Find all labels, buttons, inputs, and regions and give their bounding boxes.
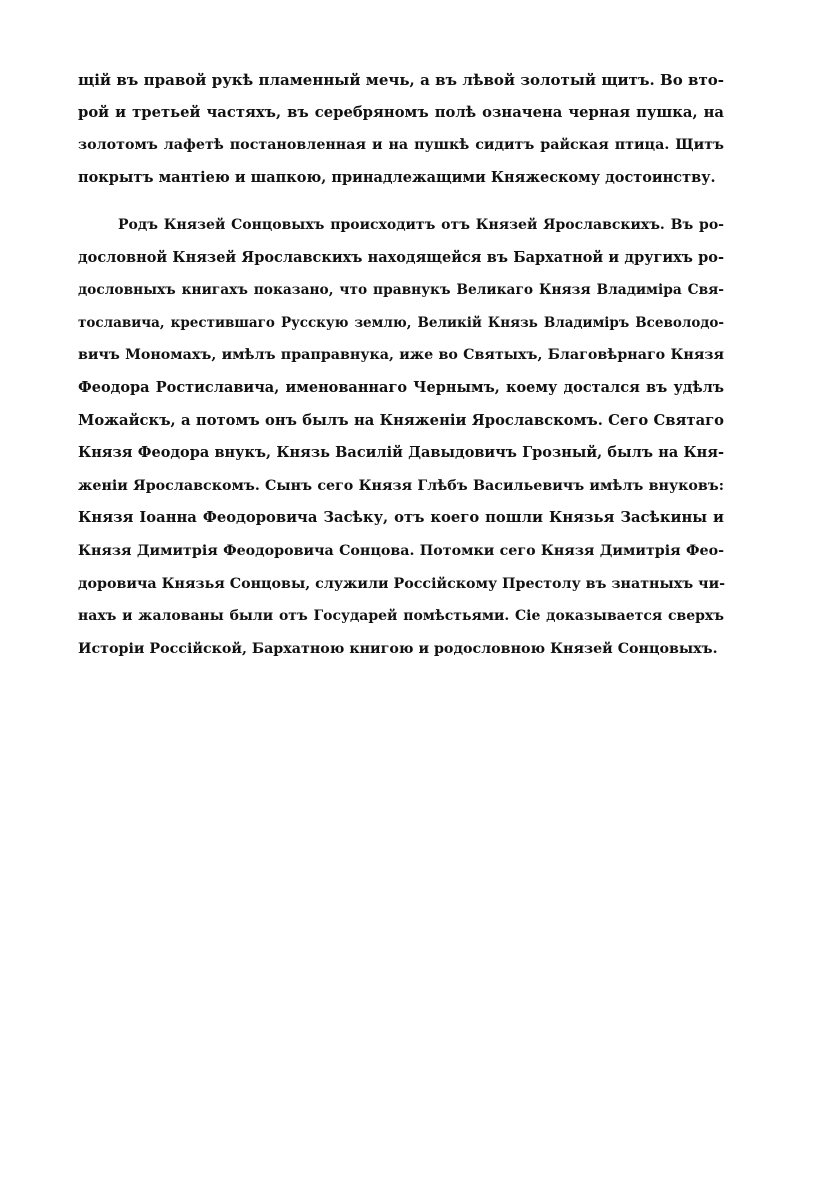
text-line: Исторіи Россійской, Бархатною книгою и родословною Князей Сонцовыхъ. xyxy=(78,640,718,657)
text-line: Князя Феодора внукъ, Князь Василій Давыдовичъ Грозный, былъ на Кня- xyxy=(78,444,724,462)
paragraph-lineage xyxy=(78,209,724,665)
text-line: Князя Іоанна Феодоровича Засѣку, отъ коего пошли Князья Засѣкины и xyxy=(78,509,724,527)
text-line: дословной Князей Ярославскихъ находящейся въ Бархатной и другихъ ро- xyxy=(78,248,724,266)
text-line: золотомъ лафетѣ постановленная и на пушкѣ сидитъ райская птица. Щитъ xyxy=(78,137,724,154)
text-line: Феодора Ростиславича, именованнаго Чернымъ, коему достался въ удѣлъ xyxy=(78,378,724,396)
text-line: дословныхъ книгахъ показано, что правнукъ Великаго Князя Владиміра Свя- xyxy=(78,282,724,299)
text-line: щій въ правой рукѣ пламенный мечь, а въ лѣвой золотый щитъ. Во вто- xyxy=(78,71,724,89)
text-line: Князя Димитрія Феодоровича Сонцова. Потомки сего Князя Димитрія Фео- xyxy=(78,542,724,559)
paragraph-coat-of-arms xyxy=(78,64,724,194)
text-line: нахъ и жалованы были отъ Государей помѣстьями. Сіе доказывается сверхъ xyxy=(78,608,724,625)
text-line: покрытъ мантіею и шапкою, принадлежащими Княжескому достоинству. xyxy=(78,168,716,186)
text-line: тославича, крестившаго Русскую землю, Великій Князь Владиміръ Всеволодо- xyxy=(78,314,724,331)
text-line: Родъ Князей Сонцовыхъ происходитъ отъ Князей Ярославскихъ. Въ ро- xyxy=(118,217,724,233)
text-line: доровича Князья Сонцовы, служили Россійскому Престолу въ знатныхъ чи- xyxy=(78,575,726,592)
text-line: рой и третьей частяхъ, въ серебряномъ полѣ означена черная пушка, на xyxy=(78,103,724,121)
text-line: женіи Ярославскомъ. Сынъ сего Князя Глѣбъ Васильевичъ имѣлъ внуковъ: xyxy=(78,477,724,494)
text-line: Можайскъ, а потомъ онъ былъ на Княженіи Ярославскомъ. Сего Святаго xyxy=(78,411,724,429)
text-line: вичъ Мономахъ, имѣлъ праправнука, иже во Святыхъ, Благовѣрнаго Князя xyxy=(78,347,724,364)
